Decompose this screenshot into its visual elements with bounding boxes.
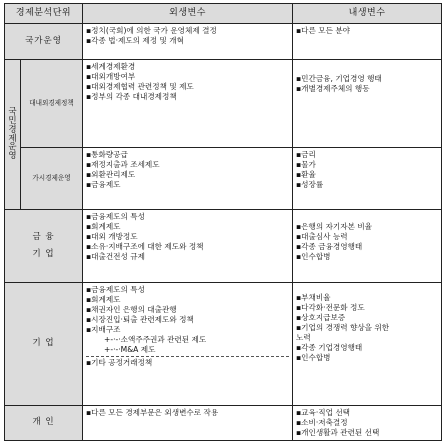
list-item: 노력: [296, 333, 311, 343]
list-item: ▪다각화·전문화 정도: [296, 303, 365, 313]
header-endogenous: 내생변수: [293, 4, 442, 24]
header-exogenous: 외생변수: [83, 4, 293, 24]
endogenous-price: [293, 148, 442, 210]
endogenous-foreign: [293, 60, 442, 148]
row-individual: [5, 406, 442, 441]
list-item: ▪회계제도: [86, 222, 121, 232]
list-item: ▪기타 공정거래정책: [86, 356, 289, 368]
unit-economy-vertical: 국 민 경 제 운 영: [5, 60, 21, 210]
endogenous-individual: [293, 406, 442, 441]
list-item: ▪성장률: [296, 180, 324, 190]
list-item: ▪각종 기업경영행태: [296, 343, 363, 353]
exogenous-national: [83, 24, 293, 60]
row-price: [5, 148, 442, 210]
row-finance: [5, 210, 442, 283]
header-row: [5, 4, 442, 24]
row-corporate: [5, 283, 442, 406]
list-item: ▪민간금융, 기업경영 행태: [296, 74, 382, 83]
list-subitem: +-·-·소액주주권과 관련된 제도: [104, 335, 207, 345]
endogenous-corporate: [293, 283, 442, 406]
endogenous-national: [293, 24, 442, 60]
exogenous-price: [83, 148, 293, 210]
list-item: ▪각종 금융경영행태: [296, 242, 363, 252]
list-item: ▪각종 법·제도의 제정 및 개혁: [86, 36, 184, 46]
exogenous-corporate: [83, 283, 293, 406]
list-item: ▪금융제도의 특성: [86, 285, 145, 294]
list-item: ▪소비·저축결정: [296, 418, 348, 428]
list-item: ▪환율: [296, 170, 316, 180]
list-subitem: +-·-·M&A 제도: [104, 345, 156, 355]
header-unit: 경제분석단위: [5, 4, 83, 24]
list-item: ▪세계경제환경: [86, 62, 136, 71]
exogenous-individual: [83, 406, 293, 441]
list-item: ▪상호지급보증: [296, 313, 346, 323]
list-item: ▪다른 모든 분야: [296, 26, 351, 35]
list-item: ▪채권자인 은행의 대출관행: [86, 305, 177, 315]
list-item: ▪금융제도: [86, 180, 121, 190]
unit-corporate: 기 업: [5, 283, 83, 406]
list-item: ▪은행의 자기자본 비율: [296, 222, 373, 231]
unit-price: 가시경제운영: [21, 148, 83, 210]
list-item: ▪대외 개방정도: [86, 232, 138, 242]
list-item: ▪다른 모든 경제부문은 외생변수로 작용: [86, 408, 219, 417]
unit-individual: 개 인: [5, 406, 83, 441]
row-national: [5, 24, 442, 60]
list-item: ▪인수합병: [296, 252, 331, 262]
list-item: ▪대출심사 능력: [296, 232, 348, 242]
economic-variables-table: [4, 3, 442, 441]
list-item: ▪소유·지배구조에 대한 제도와 정책: [86, 242, 204, 252]
unit-foreign: 대내외경제정책: [21, 60, 83, 148]
unit-national: 국가운영: [5, 24, 83, 60]
row-foreign: [5, 60, 442, 148]
list-item: ▪시장진입·퇴출 관련제도와 정책: [86, 315, 194, 325]
list-item: ▪금융제도의 특성: [86, 212, 145, 221]
list-item: ▪재정지출과 조세제도: [86, 160, 160, 170]
exogenous-foreign: [83, 60, 293, 148]
list-item: ▪부채비율: [296, 293, 331, 302]
list-item: ▪개별경제주체의 행동: [296, 84, 370, 94]
list-item: ▪대외개방여부: [86, 72, 136, 82]
list-item: ▪대외경제협력 관련정책 및 제도: [86, 82, 194, 92]
list-item: ▪개인생활과 관련된 선택: [296, 428, 380, 438]
list-item: ▪인수합병: [296, 353, 331, 363]
list-item: ▪정치(국회)에 의한 국가 운영체제 결정: [86, 26, 217, 35]
list-item: ▪회계제도: [86, 295, 121, 305]
list-item: ▪지배구조: [86, 325, 121, 335]
list-item: ▪정부의 각종 대내경제정책: [86, 92, 177, 102]
list-item: ▪외환관리제도: [86, 170, 136, 180]
list-item: ▪교육·직업 선택: [296, 408, 351, 417]
unit-finance: 금 융 기 업: [5, 210, 83, 283]
list-item: ▪금리: [296, 150, 316, 159]
list-item: ▪물가: [296, 160, 316, 170]
list-item: ▪대출건전성 규제: [86, 252, 145, 262]
list-item: ▪통화량공급: [86, 150, 128, 159]
list-item: ▪기업의 경쟁력 향상을 위한: [296, 323, 390, 333]
endogenous-finance: [293, 210, 442, 283]
exogenous-finance: [83, 210, 293, 283]
